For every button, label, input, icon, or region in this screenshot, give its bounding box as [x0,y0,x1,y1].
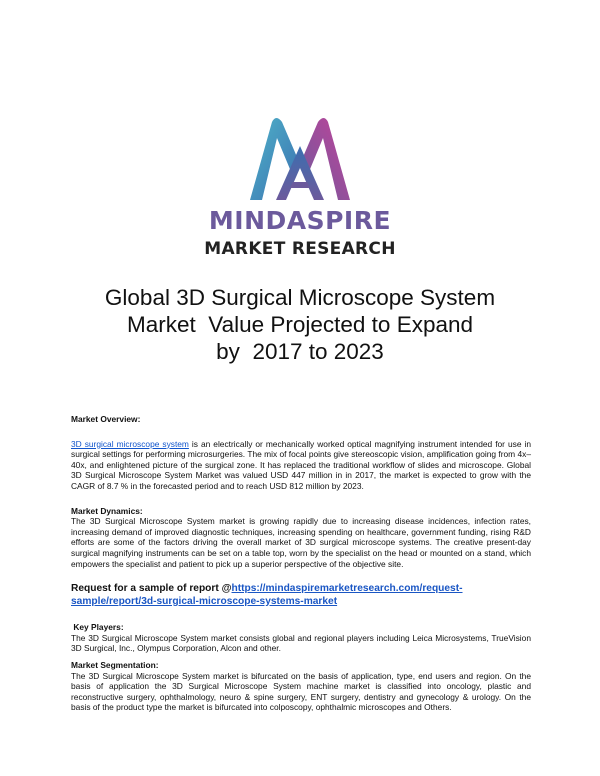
dynamics-paragraph: The 3D Surgical Microscope System market is growing rapidly due to increasing disease incidences, infection rates, increasing demand of improved diagnostic techniques, increasing spending on healthcare, government funding, rising R&D efforts are some of the factors driving the overall market of 3D surgical microscope systems. The creative present-day surgical magnifying instruments can be set on a table top, worn by the specialist on the head or mounted on a stand, which empowers the specialist and patient to pick up a superior perspective of the objective site. [71,516,531,569]
segmentation-heading: Market Segmentation: [71,659,159,670]
dynamics-heading: Market Dynamics: [71,505,143,516]
mindaspire-logo-mark-icon [242,112,358,204]
title-line-1: Global 3D Surgical Microscope System [104,285,496,310]
document-title [60,284,540,365]
segmentation-paragraph: The 3D Surgical Microscope System market is bifurcated on the basis of application, type, end users and region. On the basis of application the 3D Surgical Microscope System machine market is classified into oncology, plastic and reconstructive surgery, ophthalmology, neuro & spine surgery, ENT surgery, dentistry and gynecology & urology. On the basis of the product type the market is bifurcated into colposcopy, ophthalmic microscopes and Others. [71,670,531,713]
players-paragraph: The 3D Surgical Microscope System market consists global and regional players including Leica Microsystems, TrueVision 3D Surgical, Inc., Olympus Corporation, Alcon and other. [71,632,531,654]
overview-paragraph [71,439,531,492]
logo-text-market-research: MARKET RESEARCH [204,239,396,259]
product-link[interactable]: 3D surgical microscope system [71,438,189,449]
players-heading: Key Players: [71,622,124,633]
overview-text: is an electrically or mechanically worked optical magnifying instrument intended for use in surgical settings for performing microsurgeries. The mix of focal points give stereoscopic vision, amplification going from 4x– 40x, and enlightened picture of the surgical zone. It has replaced the traditional workflow of slides and microscope. Global 3D Surgical Microscope System Market was valued USD 447 million in in 2017, the market is expected to grow with the CAGR of 8.7 % in the forecasted period and to reach USD 812 million by 2023. [71,438,531,491]
logo-text-mindaspire: MINDASPIRE [208,206,392,235]
request-sample-link[interactable]: https://mindaspiremarketresearch.com/request-sample/report/3d-surgical-microscope-systems-market [71,583,463,607]
title-line-2: Market Value Projected to Expand [126,312,474,337]
overview-heading: Market Overview: [71,414,141,424]
request-sample-line [71,583,531,608]
document-body [71,414,531,713]
request-prefix: Request for a sample of report @ [71,583,232,595]
title-line-3: by 2017 to 2023 [216,339,384,364]
company-logo [200,112,400,264]
